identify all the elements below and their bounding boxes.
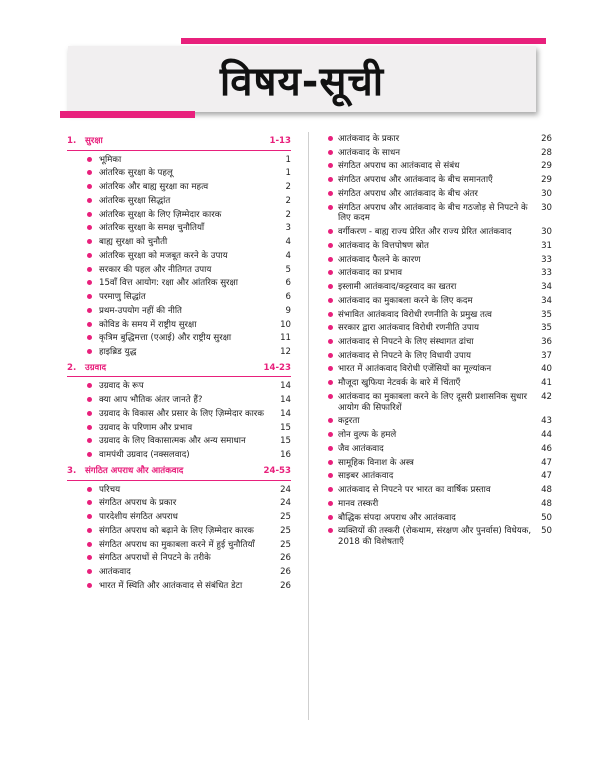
entry-page-number: 35 xyxy=(541,323,552,334)
toc-entry xyxy=(328,471,552,482)
toc-entry xyxy=(67,223,291,234)
entry-title: आतंकवाद xyxy=(99,567,131,578)
entry-title: सरकार द्वारा आतंकवाद विरोधी रणनीति उपाय xyxy=(338,323,479,334)
bullet-icon xyxy=(87,438,92,443)
bullet-icon xyxy=(328,418,333,423)
bullet-icon xyxy=(328,312,333,317)
bullet-icon xyxy=(87,514,92,519)
toc-entry xyxy=(328,268,552,279)
entry-title: उग्रवाद के रूप xyxy=(99,381,144,392)
toc-entry xyxy=(67,320,291,331)
toc-entry xyxy=(328,378,552,389)
bullet-icon xyxy=(328,191,333,196)
title-banner xyxy=(60,38,546,118)
entry-page-number: 29 xyxy=(541,175,552,186)
entry-title: परमाणु सिद्धांत xyxy=(99,292,146,303)
toc-left-column xyxy=(67,134,291,595)
entry-title: आतंकवाद के प्रकार xyxy=(338,134,400,144)
section-title xyxy=(85,363,291,374)
entry-page-number: 14 xyxy=(280,408,291,419)
entry-title: आंतरिक और बाह्य सुरक्षा का महत्व xyxy=(99,182,209,193)
entry-title: भारत में स्थिति और आतंकवाद से संबंधित डेटा xyxy=(99,580,243,591)
page-title: विषय-सूची xyxy=(219,58,385,105)
toc-entry xyxy=(67,485,291,496)
entry-page-number: 50 xyxy=(541,526,552,537)
entry-page-number: 3 xyxy=(285,223,291,234)
toc-entry xyxy=(67,251,291,262)
entry-page-number: 24 xyxy=(280,498,291,509)
entry-page-number: 2 xyxy=(285,195,291,206)
toc-entry xyxy=(328,255,552,266)
bullet-icon xyxy=(87,198,92,203)
entry-title: जैव आतंकवाद xyxy=(338,443,384,454)
section-page-range: 1-13 xyxy=(269,136,291,146)
toc-entry xyxy=(67,526,291,537)
entry-page-number: 25 xyxy=(280,539,291,550)
entry-page-number: 25 xyxy=(280,512,291,523)
entry-page-number: 50 xyxy=(541,512,552,523)
entry-title: आतंकवाद का मुकाबला करने के लिए कदम xyxy=(338,295,473,306)
bullet-icon xyxy=(328,380,333,385)
toc-entry xyxy=(328,513,552,524)
toc-entry xyxy=(328,296,552,307)
title-box xyxy=(68,46,536,112)
bullet-icon xyxy=(87,335,92,340)
entry-page-number: 16 xyxy=(280,450,291,461)
toc-section-heading xyxy=(67,361,291,378)
toc-entry xyxy=(328,364,552,375)
entry-page-number: 6 xyxy=(285,292,291,303)
entry-title: उग्रवाद के लिए विकासात्मक और अन्य समाधान xyxy=(99,436,246,447)
toc-entry xyxy=(67,436,291,447)
entry-title: क्या आप भौतिक अंतर जानते हैं? xyxy=(99,395,203,406)
entry-title: उग्रवाद के विकास और प्रसार के लिए ज़िम्मेदार कारक xyxy=(99,408,264,419)
entry-title: संगठित अपराध और आतंकवाद के बीच अंतर xyxy=(338,188,478,199)
entry-page-number: 15 xyxy=(280,436,291,447)
entry-title: पारदेशीय संगठित अपराध xyxy=(99,512,178,523)
bullet-icon xyxy=(87,225,92,230)
bullet-icon xyxy=(87,280,92,285)
bullet-icon xyxy=(87,170,92,175)
entry-page-number: 4 xyxy=(285,250,291,261)
bullet-icon xyxy=(87,267,92,272)
entry-title: साइबर आतंकवाद xyxy=(338,471,394,482)
toc-entry xyxy=(328,134,552,145)
entry-title: वामपंथी उग्रवाद (नक्सलवाद) xyxy=(99,450,190,461)
toc-entry xyxy=(328,203,552,224)
column-divider xyxy=(308,132,309,720)
entry-title: भारत में आतंकवाद विरोधी एजेंसियों का मूल्यांकन xyxy=(338,364,492,375)
bullet-icon xyxy=(328,460,333,465)
toc-entry xyxy=(328,444,552,455)
toc-entry xyxy=(67,423,291,434)
toc-entry xyxy=(328,392,552,413)
entry-title: सामूहिक विनाश के अस्त्र xyxy=(338,457,414,468)
toc-entry xyxy=(67,567,291,578)
entry-title: आंतरिक सुरक्षा के लिए ज़िम्मेदार कारक xyxy=(99,209,222,220)
entry-title: कृत्रिम बुद्धिमत्ता (एआई) और राष्ट्रीय सुरक्षा xyxy=(99,333,232,344)
bullet-icon xyxy=(328,163,333,168)
bullet-icon xyxy=(328,487,333,492)
entry-page-number: 6 xyxy=(285,278,291,289)
bullet-icon xyxy=(87,157,92,162)
bullet-icon xyxy=(328,270,333,275)
entry-page-number: 30 xyxy=(541,202,552,213)
toc-entry xyxy=(328,430,552,441)
entry-page-number: 41 xyxy=(541,378,552,389)
entry-page-number: 40 xyxy=(541,364,552,375)
bullet-icon xyxy=(87,542,92,547)
bullet-icon xyxy=(87,212,92,217)
section-number: 1. xyxy=(67,136,77,146)
entry-page-number: 48 xyxy=(541,485,552,496)
bullet-icon xyxy=(87,555,92,560)
entry-title: प्रथम-उपयोग नहीं की नीति xyxy=(99,305,182,316)
toc-entry xyxy=(328,499,552,510)
entry-title: आतंकवाद के साधन xyxy=(338,147,401,158)
entry-title: संगठित अपराधों से निपटने के तरीके xyxy=(99,553,211,564)
toc-entry xyxy=(67,540,291,551)
bullet-icon xyxy=(328,257,333,262)
entry-title: परिचय xyxy=(99,484,121,495)
entry-title: संगठित अपराध को बढ़ाने के लिए ज़िम्मेदार कारक xyxy=(99,525,254,536)
bullet-icon xyxy=(328,366,333,371)
entry-title: संगठित अपराध के प्रकार xyxy=(99,498,177,509)
entry-title: कोविड के समय में राष्ट्रीय सुरक्षा xyxy=(99,319,197,330)
toc-entry xyxy=(67,155,291,166)
bullet-icon xyxy=(87,294,92,299)
toc-entry xyxy=(67,210,291,221)
title-accent-top xyxy=(181,38,546,44)
bullet-icon xyxy=(328,136,333,141)
bullet-icon xyxy=(328,501,333,506)
bullet-icon xyxy=(328,446,333,451)
toc-right-column xyxy=(328,134,552,551)
entry-title: मौजूदा खुफिया नेटवर्क के बारे में चिंताएँ xyxy=(338,378,461,389)
entry-page-number: 35 xyxy=(541,309,552,320)
bullet-icon xyxy=(87,239,92,244)
toc-entry xyxy=(67,498,291,509)
entry-page-number: 2 xyxy=(285,209,291,220)
entry-page-number: 26 xyxy=(541,134,552,144)
entry-title: आतंकवाद से निपटने के लिए संस्थागत ढांचा xyxy=(338,337,474,348)
entry-page-number: 26 xyxy=(280,553,291,564)
toc-entry xyxy=(67,182,291,193)
entry-title: कट्टरता xyxy=(338,416,360,427)
bullet-icon xyxy=(328,515,333,520)
toc-entry xyxy=(67,168,291,179)
toc-entry xyxy=(67,553,291,564)
bullet-icon xyxy=(328,150,333,155)
bullet-icon xyxy=(328,177,333,182)
entry-page-number: 34 xyxy=(541,282,552,293)
entry-title: सरकार की पहल और नीतिगत उपाय xyxy=(99,264,212,275)
toc-entry xyxy=(328,485,552,496)
toc-entry xyxy=(67,237,291,248)
toc-entry xyxy=(67,265,291,276)
entry-title: आतंकवाद का मुकाबला करने के लिए दूसरी प्रशासनिक सुधार आयोग की सिफारिशें xyxy=(338,391,528,413)
bullet-icon xyxy=(87,569,92,574)
entry-page-number: 11 xyxy=(280,333,291,344)
section-page-range: 24-53 xyxy=(263,465,291,476)
entry-page-number: 48 xyxy=(541,498,552,509)
bullet-icon xyxy=(328,243,333,248)
bullet-icon xyxy=(87,452,92,457)
bullet-icon xyxy=(328,298,333,303)
entry-page-number: 1 xyxy=(285,168,291,179)
toc-entry xyxy=(67,278,291,289)
toc-entry xyxy=(328,175,552,186)
entry-page-number: 37 xyxy=(541,350,552,361)
section-title xyxy=(85,466,291,477)
toc-entry xyxy=(328,148,552,159)
toc-entry xyxy=(328,458,552,469)
entry-page-number: 47 xyxy=(541,457,552,468)
section-number: 2. xyxy=(67,362,77,373)
toc-entry xyxy=(67,333,291,344)
entry-title: इस्लामी आतंकवाद/कट्टरवाद का खतरा xyxy=(338,282,457,293)
toc-entry xyxy=(328,189,552,200)
toc-entry xyxy=(328,282,552,293)
toc-section-heading xyxy=(67,134,291,151)
toc-entry xyxy=(328,416,552,427)
entry-title: संभावित आतंकवाद विरोधी रणनीति के प्रमुख तत्व xyxy=(338,309,492,320)
entry-page-number: 10 xyxy=(280,319,291,330)
entry-title: संगठित अपराध का मुकाबला करने में हुई चुनौतियाँ xyxy=(99,539,255,550)
entry-title: आंतरिक सुरक्षा सिद्धांत xyxy=(99,195,171,206)
entry-page-number: 9 xyxy=(285,305,291,316)
entry-page-number: 15 xyxy=(280,422,291,433)
toc-entry xyxy=(67,381,291,392)
entry-title: आंतरिक सुरक्षा के समक्ष चुनौतियाँ xyxy=(99,223,205,234)
section-title xyxy=(85,136,291,147)
bullet-icon xyxy=(87,322,92,327)
entry-title: संगठित अपराध और आतंकवाद के बीच गठजोड़ से निपटने के लिए कदम xyxy=(338,202,528,224)
toc-entry xyxy=(67,306,291,317)
entry-title: 15वाँ वित्त आयोग: रक्षा और आंतरिक सुरक्षा xyxy=(99,278,238,289)
bullet-icon xyxy=(87,397,92,402)
bullet-icon xyxy=(328,394,333,399)
entry-page-number: 25 xyxy=(280,525,291,536)
entry-title: मानव तस्करी xyxy=(338,498,379,509)
entry-title: आंतरिक सुरक्षा के पहलू xyxy=(99,168,173,179)
entry-page-number: 47 xyxy=(541,471,552,482)
bullet-icon xyxy=(328,325,333,330)
toc-entry xyxy=(328,310,552,321)
entry-page-number: 30 xyxy=(541,188,552,199)
entry-page-number: 46 xyxy=(541,443,552,454)
bullet-icon xyxy=(328,353,333,358)
section-title-text: सुरक्षा xyxy=(85,136,103,146)
toc-entry xyxy=(67,512,291,523)
entry-page-number: 14 xyxy=(280,395,291,406)
bullet-icon xyxy=(87,425,92,430)
entry-page-number: 26 xyxy=(280,580,291,591)
entry-page-number: 2 xyxy=(285,182,291,193)
bullet-icon xyxy=(87,411,92,416)
bullet-icon xyxy=(87,184,92,189)
bullet-icon xyxy=(328,528,333,533)
entry-page-number: 43 xyxy=(541,416,552,427)
toc-entry xyxy=(67,581,291,592)
bullet-icon xyxy=(328,229,333,234)
entry-title: वर्गीकरण - बाह्य राज्य प्रेरित और राज्य प्रेरित आतंकवाद xyxy=(338,227,512,238)
toc-entry xyxy=(67,450,291,461)
bullet-icon xyxy=(87,349,92,354)
section-number: 3. xyxy=(67,465,77,476)
bullet-icon xyxy=(328,432,333,437)
toc-entry xyxy=(328,351,552,362)
entry-title: लोन वुल्फ के हमले xyxy=(338,430,397,441)
bullet-icon xyxy=(328,284,333,289)
toc-entry xyxy=(67,409,291,420)
entry-page-number: 33 xyxy=(541,268,552,279)
entry-page-number: 33 xyxy=(541,254,552,265)
entry-page-number: 31 xyxy=(541,240,552,251)
entry-page-number: 14 xyxy=(280,381,291,392)
entry-page-number: 36 xyxy=(541,337,552,348)
title-accent-bottom xyxy=(60,111,195,118)
bullet-icon xyxy=(87,500,92,505)
toc-entry xyxy=(328,323,552,334)
toc-entry xyxy=(328,526,552,547)
entry-page-number: 4 xyxy=(285,237,291,248)
entry-title: बौद्धिक संपदा अपराध और आतंकवाद xyxy=(338,512,456,523)
toc-entry xyxy=(67,196,291,207)
bullet-icon xyxy=(328,205,333,210)
entry-page-number: 30 xyxy=(541,227,552,238)
entry-title: आतंकवाद फैलने के कारण xyxy=(338,254,421,265)
toc-entry xyxy=(328,161,552,172)
entry-title: आतंकवाद के वित्तपोषण स्रोत xyxy=(338,240,429,251)
toc-section-heading xyxy=(67,464,291,481)
entry-page-number: 44 xyxy=(541,430,552,441)
entry-page-number: 24 xyxy=(280,484,291,495)
toc-entry xyxy=(328,337,552,348)
bullet-icon xyxy=(87,253,92,258)
entry-title: आतंकवाद से निपटने पर भारत का वार्षिक प्रस्ताव xyxy=(338,485,491,496)
toc-entry xyxy=(67,395,291,406)
entry-page-number: 1 xyxy=(285,154,291,165)
bullet-icon xyxy=(87,583,92,588)
bullet-icon xyxy=(87,383,92,388)
section-title-text: उग्रवाद xyxy=(85,362,107,373)
bullet-icon xyxy=(87,528,92,533)
entry-page-number: 12 xyxy=(280,347,291,358)
bullet-icon xyxy=(87,308,92,313)
entry-title: संगठित अपराध का आतंकवाद से संबंध xyxy=(338,161,460,172)
entry-page-number: 29 xyxy=(541,161,552,172)
toc-entry xyxy=(328,227,552,238)
toc-entry xyxy=(67,347,291,358)
entry-page-number: 5 xyxy=(285,264,291,275)
section-page-range: 14-23 xyxy=(263,362,291,373)
entry-page-number: 42 xyxy=(541,391,552,402)
bullet-icon xyxy=(328,339,333,344)
bullet-icon xyxy=(328,473,333,478)
entry-title: व्यक्तियों की तस्करी (रोकथाम, संरक्षण और पुनर्वास) विधेयक, 2018 की विशेषताएँ xyxy=(338,526,532,548)
entry-page-number: 26 xyxy=(280,567,291,578)
entry-title: आंतरिक सुरक्षा को मजबूत करने के उपाय xyxy=(99,250,228,261)
entry-title: बाह्य सुरक्षा को चुनौती xyxy=(99,237,168,248)
entry-title: भूमिका xyxy=(99,154,122,165)
entry-title: उग्रवाद के परिणाम और प्रभाव xyxy=(99,422,193,433)
entry-page-number: 34 xyxy=(541,295,552,306)
section-title-text: संगठित अपराध और आतंकवाद xyxy=(85,465,184,476)
entry-title: आतंकवाद का प्रभाव xyxy=(338,268,403,279)
entry-page-number: 28 xyxy=(541,147,552,158)
bullet-icon xyxy=(87,487,92,492)
entry-title: हाइब्रिड युद्ध xyxy=(99,347,137,358)
entry-title: संगठित अपराध और आतंकवाद के बीच समानताएँ xyxy=(338,175,493,186)
toc-entry xyxy=(67,292,291,303)
entry-title: आतंकवाद से निपटने के लिए विधायी उपाय xyxy=(338,350,471,361)
toc-entry xyxy=(328,241,552,252)
